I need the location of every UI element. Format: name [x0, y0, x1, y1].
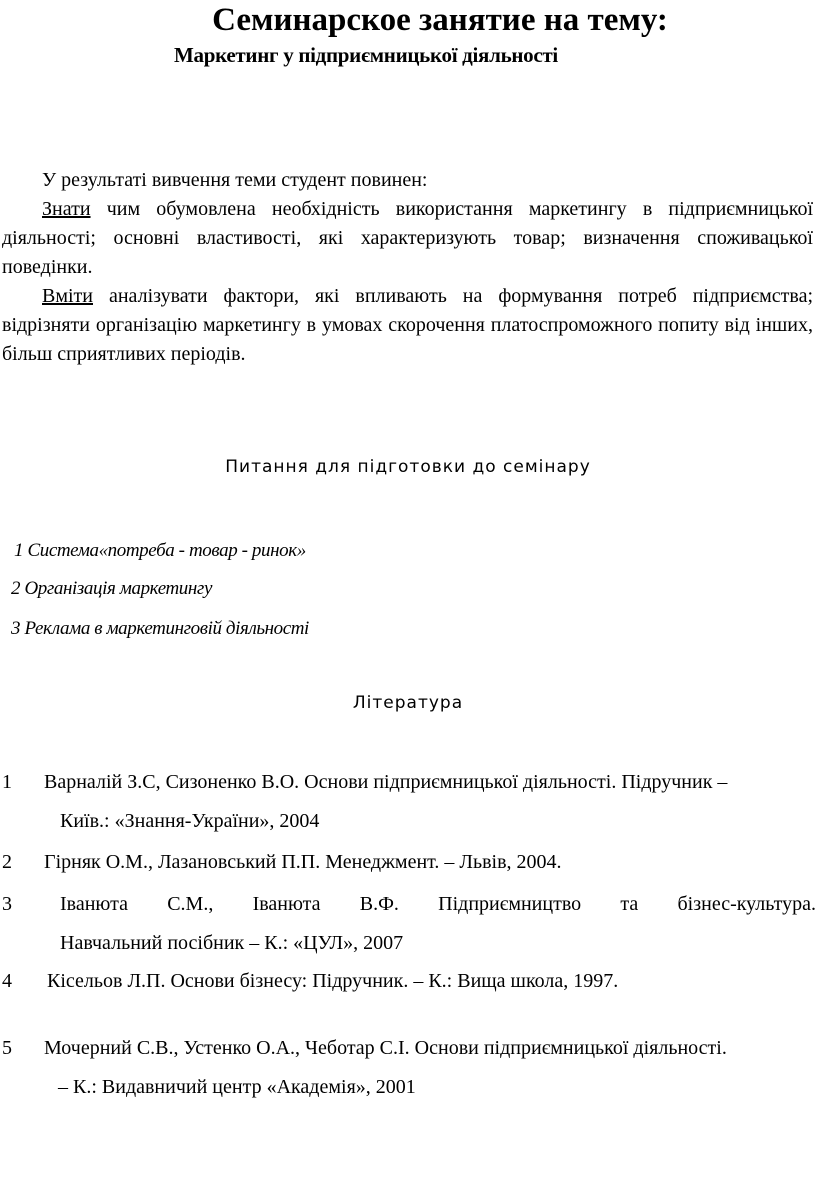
- literature-item: [0, 967, 816, 996]
- literature-number: 5: [2, 1037, 12, 1059]
- literature-line: Кісельов Л.П. Основи бізнесу: Підручник. – К.: Вища школа, 1997.: [47, 970, 619, 992]
- question-item: 3 Реклама в маркетинговій діяльності: [11, 618, 309, 639]
- question-item: 1 Система«потреба - товар - ринок»: [14, 540, 306, 561]
- know-paragraph: [2, 195, 813, 282]
- can-label: Вміти: [42, 285, 93, 307]
- literature-line: Київ.: «Знання-України», 2004: [60, 810, 320, 832]
- can-text: аналізувати фактори, які впливають на формування потреб підприємства; відрізняти організацію маркетингу в умовах скорочення платоспроможного попиту від інших, більш сприятливих періодів.: [2, 285, 814, 365]
- literature-line: – К.: Видавничий центр «Академія», 2001: [58, 1076, 416, 1098]
- literature-heading: Література: [352, 693, 464, 713]
- literature-line: Варналій З.С, Сизоненко В.О. Основи підприємницької діяльності. Підручник –: [44, 771, 728, 793]
- objectives-intro: У результаті вивчення теми студент повинен:: [42, 169, 428, 191]
- literature-number: 1: [2, 771, 12, 793]
- literature-line: Навчальний посібник – К.: «ЦУЛ», 2007: [60, 932, 404, 954]
- literature-item: [0, 890, 816, 958]
- page-title: Семинарское занятие на тему:: [212, 2, 668, 38]
- literature-item: [0, 848, 816, 877]
- literature-line: Гірняк О.М., Лазановський П.П. Менеджмент. – Львів, 2004.: [44, 851, 562, 873]
- literature-number: 3: [2, 893, 12, 915]
- literature-number: 2: [2, 851, 12, 873]
- know-label: Знати: [42, 198, 91, 220]
- page-subtitle: Маркетинг у підприємницької діяльності: [174, 43, 558, 67]
- literature-item: [0, 768, 816, 836]
- question-item: 2 Організація маркетингу: [11, 578, 212, 599]
- literature-line: Іванюта С.М., Іванюта В.Ф. Підприємництво та бізнес-культура.: [60, 893, 816, 915]
- questions-heading: Питання для підготовки до семінару: [225, 457, 591, 477]
- can-paragraph: [2, 282, 813, 369]
- literature-line: Мочерний С.В., Устенко О.А., Чеботар С.І. Основи підприємницької діяльності.: [44, 1037, 727, 1059]
- literature-item: [0, 1034, 816, 1102]
- literature-number: 4: [2, 970, 12, 992]
- know-text: чим обумовлена необхідність використання маркетингу в підприємницької діяльності; основні властивості, які характеризують товар; визначення споживацької поведінки.: [2, 198, 813, 278]
